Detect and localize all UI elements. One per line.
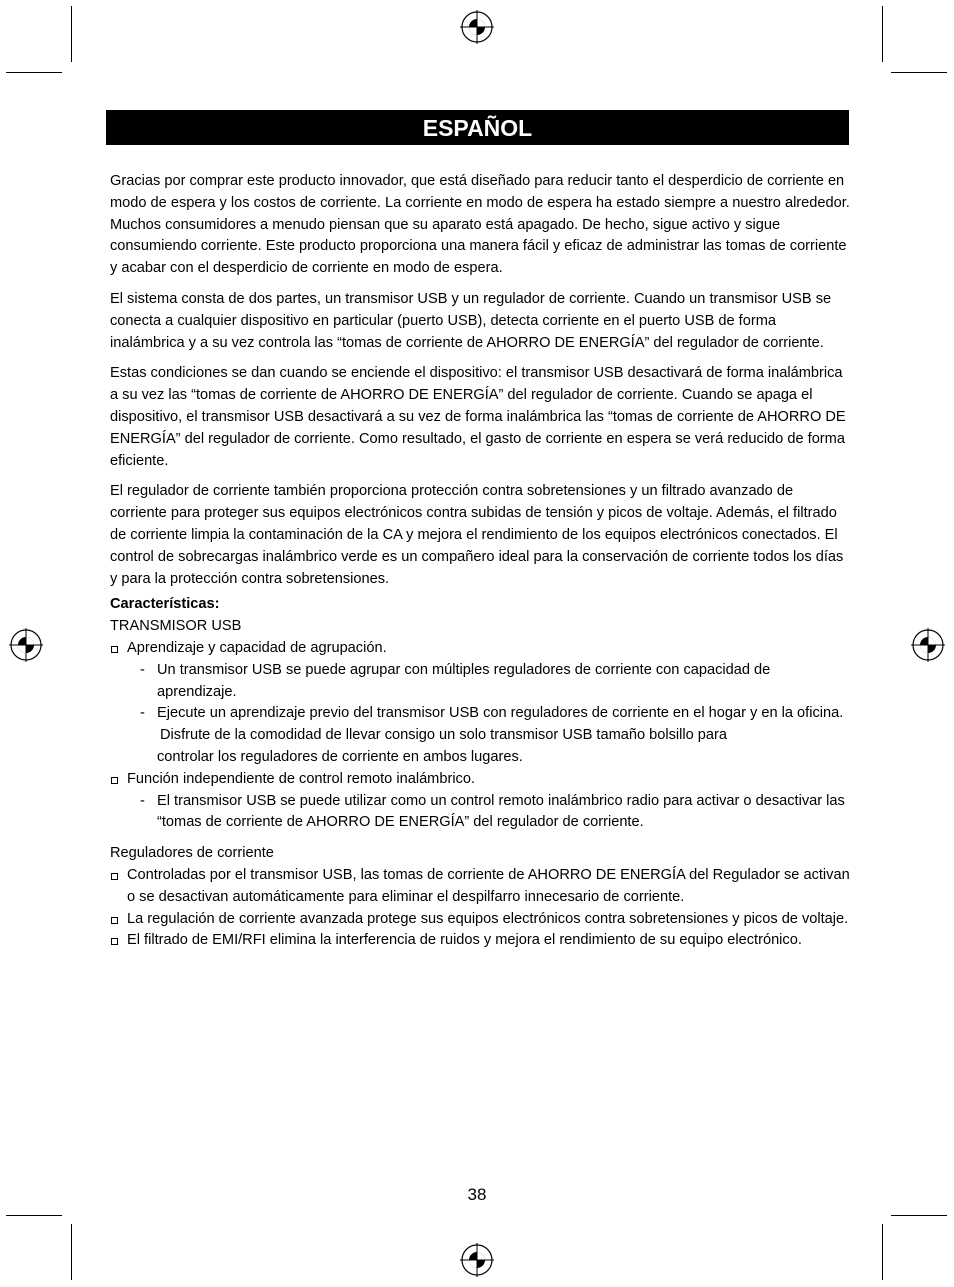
list-item: - Ejecute un aprendizaje previo del transmisor USB con reguladores de corriente en el hogar y en la oficina. <box>110 703 850 725</box>
list-item: El filtrado de EMI/RFI elimina la interferencia de ruidos y mejora el rendimiento de su equipo electrónico. <box>110 930 850 952</box>
crop-mark <box>882 1224 883 1280</box>
registration-mark-icon <box>460 10 494 44</box>
list-item: - El transmisor USB se puede utilizar como un control remoto inalámbrico radio para activar o desactivar las “tomas de corriente de AHORRO DE ENERGÍA” del regulador de corriente. <box>140 792 845 831</box>
page-content <box>110 171 850 952</box>
crop-mark <box>891 1215 947 1216</box>
paragraph-conditions: Estas condiciones se dan cuando se enciende el dispositivo: el transmisor USB desactivará de forma inalámbrica a su vez las “tomas de corriente de AHORRO DE ENERGÍA” del regulador de corriente. Cuando se apaga el dispositivo, el transmisor USB desactivará a su vez de forma inalámbrica las “tomas de corriente de AHORRO DE ENERGÍA” del regulador de corriente. Como resultado, el gasto de corriente en espera se verá reducido de forma eficiente. <box>110 365 846 469</box>
paragraph-intro: Gracias por comprar este producto innovador, que está diseñado para reducir tanto el desperdicio de corriente en modo de espera y los costos de corriente. La corriente en modo de espera ha estado siempre a nuestro alrededor. Muchos consumidores a menudo piensan que su aparato está apagado. De hecho, sigue activo y sigue consumiendo corriente. Este producto proporciona una manera fácil y eficaz de administrar las tomas de corriente y acabar con el desperdicio de corriente en modo de espera. <box>110 173 850 277</box>
checkbox-square-icon <box>111 646 118 653</box>
transmitter-title: TRANSMISOR USB <box>110 618 242 635</box>
list-item: - Un transmisor USB se puede agrupar con múltiples reguladores de corriente con capacidad de aprendizaje. <box>140 661 771 700</box>
checkbox-square-icon <box>111 917 118 924</box>
regulators-title: Reguladores de corriente <box>110 845 274 862</box>
registration-mark-icon <box>9 628 43 662</box>
crop-mark <box>6 1215 62 1216</box>
list-item: Función independiente de control remoto inalámbrico. <box>110 769 850 791</box>
dash-icon: - <box>140 705 145 722</box>
crop-mark <box>882 6 883 62</box>
dash-icon: - <box>140 661 145 678</box>
dash-icon: - <box>140 792 145 809</box>
list-item-continuation: Disfrute de la comodidad de llevar consigo un solo transmisor USB tamaño bolsillo para controlar los reguladores de corriente en ambos lugares. <box>157 727 728 765</box>
checkbox-square-icon <box>111 938 118 945</box>
page-number: 38 <box>467 1185 487 1204</box>
paragraph-regulator: El regulador de corriente también proporciona protección contra sobretensiones y un filtrado avanzado de corriente para proteger sus equipos electrónicos contra subidas de tensión y picos de voltaje. Además, el filtrado de corriente limpia la contaminación de la CA y mejora el rendimiento de los equipos electrónicos conectados. El control de sobrecargas inalámbrico verde es un compañero ideal para la conservación de corriente todos los días y para la protección contra sobretensiones. <box>110 483 844 587</box>
registration-mark-icon <box>911 628 945 662</box>
crop-mark <box>71 1224 72 1280</box>
features-heading: Características: <box>110 596 220 613</box>
registration-mark-icon <box>460 1243 494 1277</box>
section-title: ESPAÑOL <box>106 110 849 145</box>
list-item: La regulación de corriente avanzada protege sus equipos electrónicos contra sobretensiones y picos de voltaje. <box>110 909 850 931</box>
crop-mark <box>891 72 947 73</box>
paragraph-system: El sistema consta de dos partes, un transmisor USB y un regulador de corriente. Cuando un transmisor USB se conecta a cualquier dispositivo en particular (puerto USB), detecta corriente en el puerto USB de forma inalámbrica y a su vez controla las “tomas de corriente de AHORRO DE ENERGÍA” del regulador de corriente. <box>110 290 832 351</box>
crop-mark <box>6 72 62 73</box>
list-item: Aprendizaje y capacidad de agrupación. <box>110 638 850 660</box>
checkbox-square-icon <box>111 873 118 880</box>
crop-mark <box>71 6 72 62</box>
list-item: Controladas por el transmisor USB, las tomas de corriente de AHORRO DE ENERGÍA del Regulador se activan o se desactivan automáticamente para eliminar el despilfarro innecesario de corriente. <box>110 865 850 909</box>
checkbox-square-icon <box>111 777 118 784</box>
